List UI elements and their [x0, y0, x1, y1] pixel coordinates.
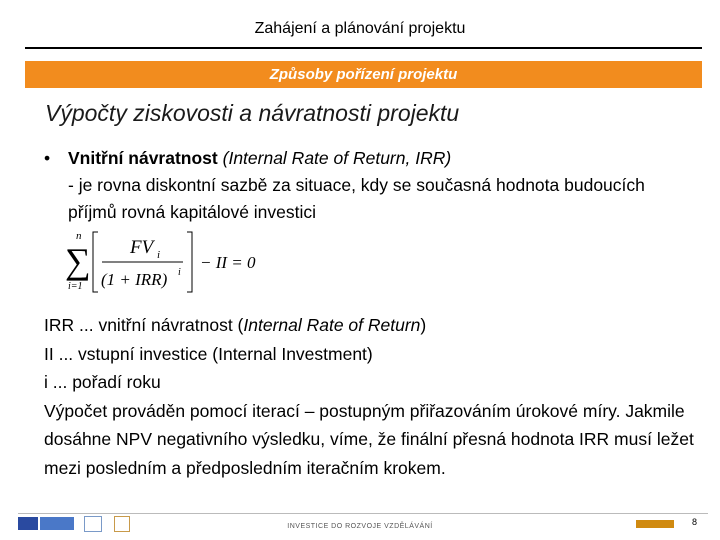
footer-text: INVESTICE DO ROZVOJE VZDĚLÁVÁNÍ: [287, 523, 433, 530]
def-irr-prefix: IRR ... vnitřní návratnost (: [44, 315, 244, 335]
bullet-term: Vnitřní návratnost: [68, 148, 218, 168]
right-bracket: [187, 232, 192, 292]
sum-upper: n: [76, 230, 82, 242]
numerator: FV: [130, 237, 154, 258]
footer-rule: [18, 513, 708, 514]
irr-formula: [62, 226, 272, 296]
def-ii: II ... vstupní investice (Internal Investment): [44, 343, 373, 364]
def-irr-suffix: ): [420, 315, 427, 335]
exponent: i: [178, 267, 181, 278]
bullet-description: - je rovna diskontní sazbě za situace, kdy se současná hodnota budoucích příjmů rovná kapitálové investici: [68, 175, 645, 222]
def-irr: [44, 311, 694, 340]
section-banner: Způsoby pořízení projektu: [25, 61, 702, 88]
slide-title: Výpočty ziskovosti a návratnosti projektu: [45, 100, 460, 126]
bullet-block: [44, 145, 694, 226]
bullet-term-en: (Internal Rate of Return, IRR): [222, 148, 452, 168]
def-calc: Výpočet prováděn pomocí iterací – postupným přiřazováním úrokové míry. Jakmile dosáhne NPV negativního výsledku, víme, že finální přesná hodnota IRR musí ležet mezi posledním a předposledním iteračním krokem.: [44, 400, 694, 478]
sum-lower: i=1: [68, 281, 83, 292]
denominator: (1 + IRR): [101, 270, 168, 289]
header-rule: [25, 47, 702, 49]
bullet-text: [68, 145, 694, 226]
def-irr-italic: Internal Rate of Return: [243, 315, 421, 335]
bullet-dot: •: [44, 148, 51, 168]
def-i: i ... pořadí roku: [44, 372, 161, 392]
numerator-sub: i: [157, 249, 161, 261]
left-bracket: [93, 232, 98, 292]
partner-logo: [636, 520, 674, 528]
page-number: 8: [692, 517, 698, 527]
definitions: [44, 311, 694, 482]
header-title: Zahájení a plánování projektu: [254, 20, 466, 37]
sum-symbol: ∑: [65, 241, 91, 281]
formula-tail: − II = 0: [200, 253, 256, 272]
